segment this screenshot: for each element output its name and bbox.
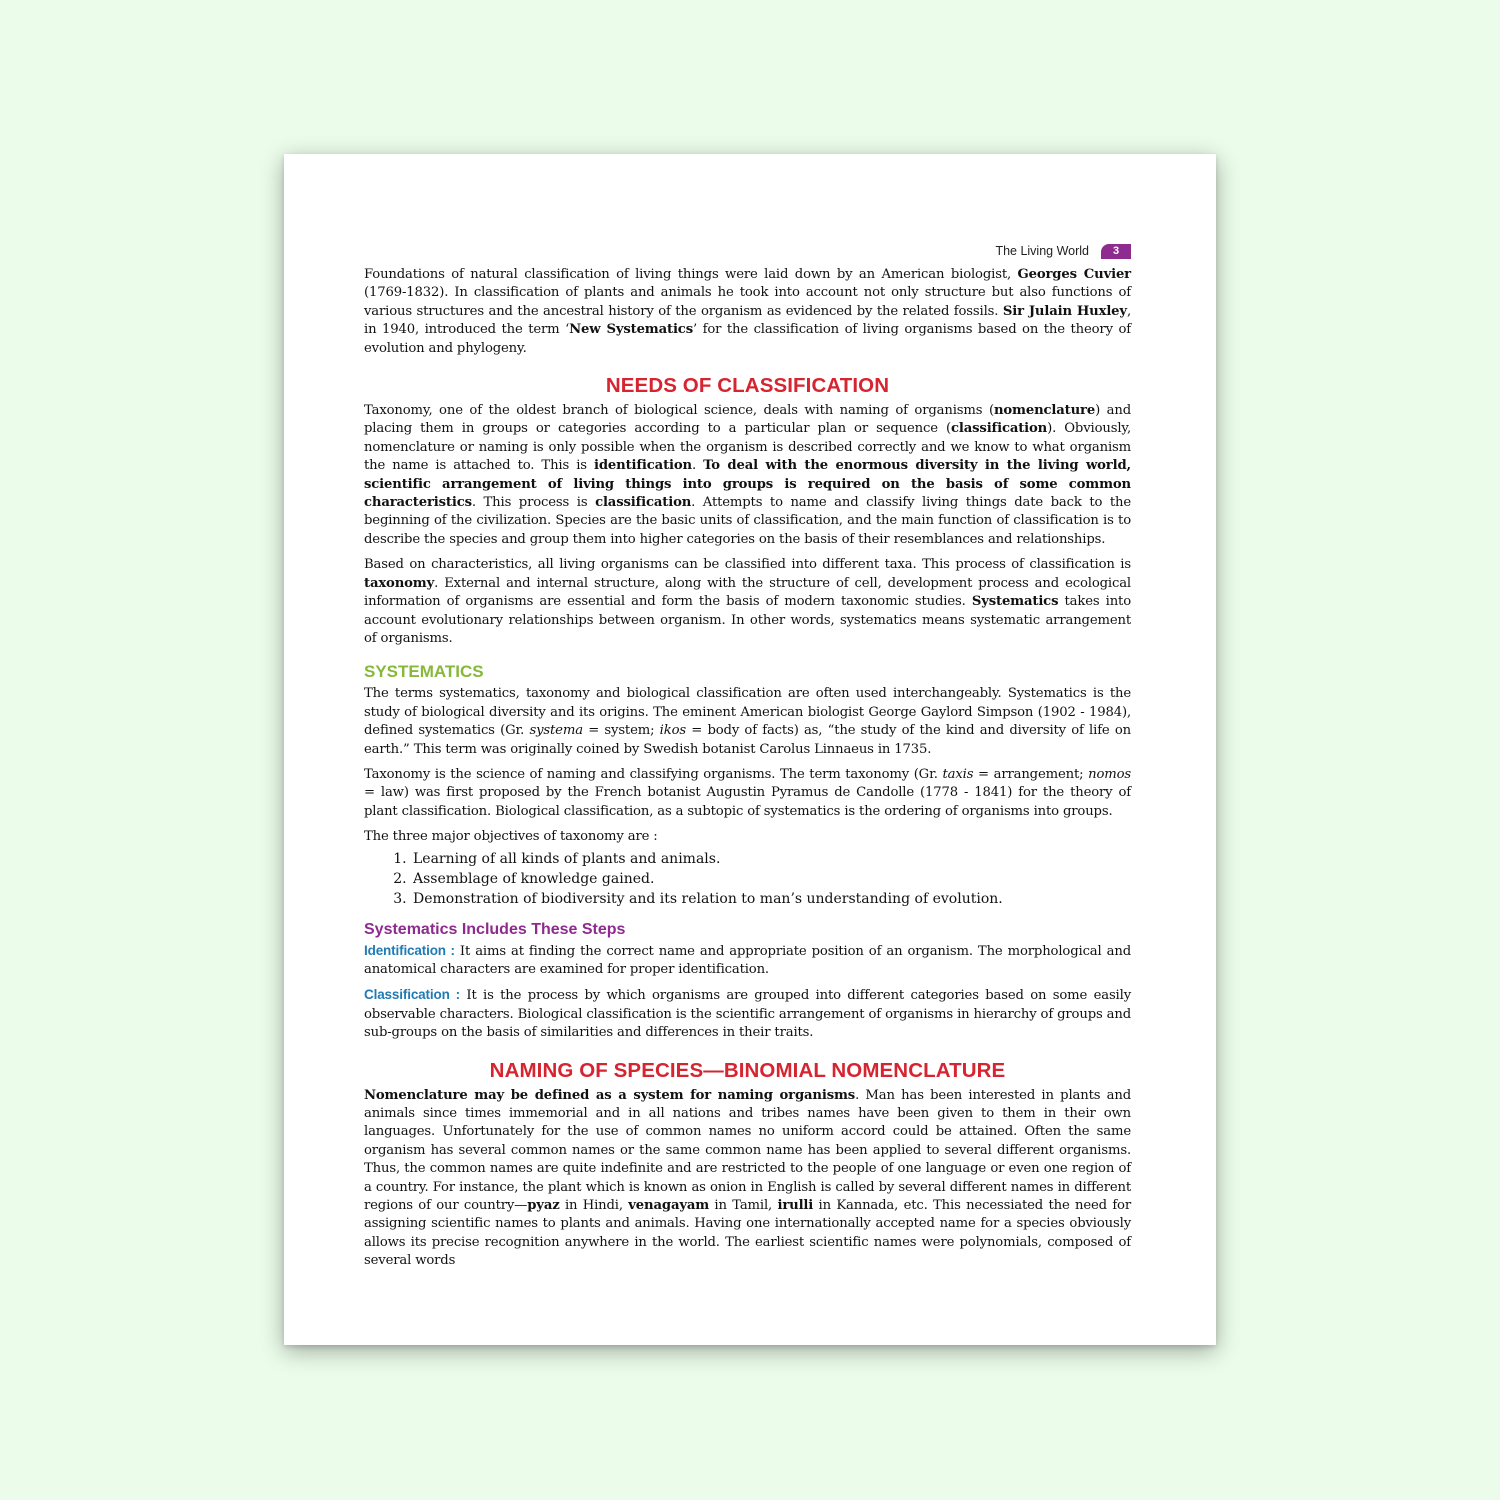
- naming-paragraph-1: Nomenclature may be defined as a system for naming organisms. Man has been interested in plants and animals since times immemorial and in all nations and tribes names have been given to them in their own languages. Unfortunately for the use of common names no uniform accord could be attained. Often the same organism has several common names or the same common name has been applied to several different organisms. Thus, the common names are quite indefinite and are restricted to the people of one language or even one region of a country. For instance, the plant which is known as onion in English is called by several different names in different regions of our country—pyaz in Hindi, venagayam in Tamil, irulli in Kannada, etc. This necessiated the need for assigning scientific names to plants and animals. Having one internationally accepted name for a species obviously allows its precise recognition anywhere in the world. The earliest scientific names were polynomials, composed of several words: [364, 1087, 1131, 1269]
- objectives-intro: The three major objectives of taxonomy are :: [364, 829, 658, 845]
- page-number-badge: 3: [1101, 244, 1131, 259]
- section-heading-systematics: SYSTEMATICS: [364, 662, 484, 682]
- list-item: 1. Learning of all kinds of plants and animals.: [411, 849, 1131, 869]
- objectives-list: [364, 849, 1131, 909]
- book-page: [284, 154, 1216, 1345]
- list-item: 2. Assemblage of knowledge gained.: [411, 869, 1131, 889]
- list-item: 3. Demonstration of biodiversity and its relation to man’s understanding of evolution.: [411, 889, 1131, 909]
- needs-paragraph-2: Based on characteristics, all living organisms can be classified into different taxa. This process of classification is taxonomy. External and internal structure, along with the structure of cell, development process and ecological information of organisms are essential and form the basis of modern taxonomic studies. Systematics takes into account evolutionary relationships between organism. In other words, systematics means systematic arrangement of organisms.: [364, 557, 1131, 646]
- running-header: [364, 242, 1131, 260]
- needs-paragraph-1: Taxonomy, one of the oldest branch of biological science, deals with naming of organisms (nomenclature) and placing them in groups or categories according to a particular plan or sequence (classification). Obviously, nomenclature or naming is only possible when the organism is described correctly and we know to what organism the name is attached to. This is identification. To deal with the enormous diversity in the living world, scientific arrangement of living things into groups is required on the basis of some common characteristics. This process is classification. Attempts to name and classify living things date back to the beginning of the civilization. Species are the basic units of classification, and the main function of classification is to describe the species and group them into higher categories on the basis of their resemblances and relationships.: [364, 403, 1132, 547]
- systematics-paragraph-1: The terms systematics, taxonomy and biological classification are often used interchangeably. Systematics is the study of biological diversity and its origins. The eminent American biologist George Gaylord Simpson (1902 - 1984), defined systematics (Gr. systema = system; ikos = body of facts) as, “the study of the kind and diversity of life on earth.” This term was originally coined by Swedish botanist Carolus Linnaeus in 1735.: [364, 686, 1131, 757]
- section-heading-needs: NEEDS OF CLASSIFICATION: [605, 374, 890, 398]
- identification-term: Identification :: [364, 942, 455, 958]
- systematics-paragraph-2: Taxonomy is the science of naming and classifying organisms. The term taxonomy (Gr. taxis = arrangement; nomos = law) was first proposed by the French botanist Augustin Pyramus de Candolle (1778 - 1841) for the theory of plant classification. Biological classification, as a subtopic of systematics is the ordering of organisms into groups.: [364, 766, 1132, 819]
- section-heading-naming: NAMING OF SPECIES—BINOMIAL NOMENCLATURE: [489, 1058, 1006, 1082]
- chapter-title: The Living World: [995, 244, 1089, 258]
- identification-paragraph: Identification : It aims at finding the correct name and appropriate position of an organism. The morphological and anatomical characters are examined for proper identification.: [364, 942, 1131, 977]
- classification-term: Classification :: [364, 987, 460, 1003]
- intro-paragraph: Foundations of natural classification of living things were laid down by an American biologist, Georges Cuvier (1769-1832). In classification of plants and animals he took into account not only structure but also functions of various structures and the ancestral history of the organism as evidenced by the related fossils. Sir Julain Huxley, in 1940, introduced the term ‘New Systematics’ for the classification of living organisms based on the theory of evolution and phylogeny.: [364, 267, 1131, 356]
- classification-paragraph: Classification : It is the process by which organisms are grouped into different categories based on some easily observable characters. Biological classification is the scientific arrangement of organisms in hierarchy of groups and sub-groups on the basis of similarities and differences in their traits.: [364, 987, 1131, 1041]
- subheading-steps: Systematics Includes These Steps: [364, 920, 626, 938]
- page-content: [364, 242, 1131, 1271]
